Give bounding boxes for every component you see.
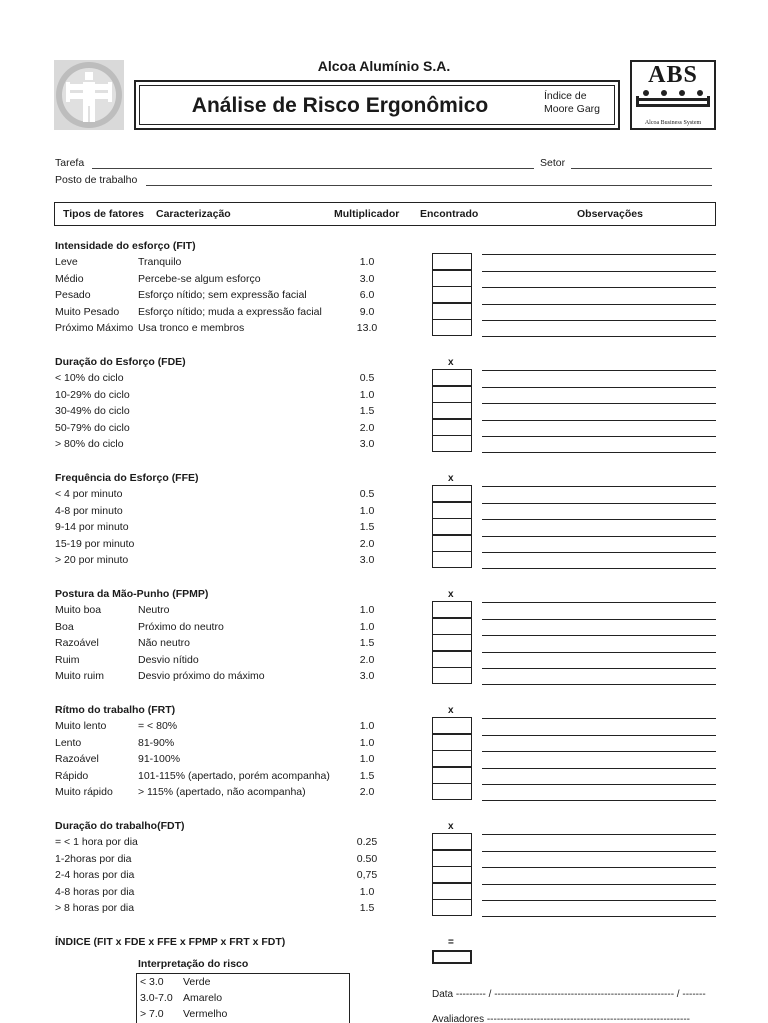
encontrado-checkbox[interactable] [432,634,472,651]
factor-level: Muito ruim [55,670,105,683]
section-title: Postura da Mão-Punho (FPMP) [55,588,209,600]
factor-multiplier: 13.0 [356,322,378,335]
observation-line[interactable] [482,387,716,388]
page-title: Análise de Risco Ergonômico [191,94,489,117]
observation-line[interactable] [482,916,716,917]
observation-line[interactable] [482,436,716,437]
posto-field[interactable] [146,176,712,186]
observation-line[interactable] [482,254,716,255]
encontrado-checkbox[interactable] [432,535,472,552]
factor-multiplier: 2.0 [359,653,375,666]
encontrado-checkbox[interactable] [432,717,472,734]
interp-range-2: 3.0-7.0 [140,992,173,1004]
observation-line[interactable] [482,735,716,736]
encontrado-checkbox[interactable] [432,883,472,900]
factor-level: 2-4 horas por dia [55,869,135,882]
observation-line[interactable] [482,900,716,901]
observation-line[interactable] [482,452,716,453]
factor-multiplier: 9.0 [359,305,375,318]
interpretation-table [136,973,350,1023]
setor-label: Setor [540,157,566,169]
title-subtitle: Índice de Moore Garg [544,90,601,115]
abs-caption: Alcoa Business System [644,120,702,126]
encontrado-checkbox[interactable] [432,303,472,320]
interp-color-2: Amarelo [183,992,223,1004]
encontrado-checkbox[interactable] [432,435,472,452]
factor-level: 9-14 por minuto [55,521,129,534]
col-multiplicador: Multiplicador [334,208,400,220]
encontrado-checkbox[interactable] [432,667,472,684]
multiply-mark: x [448,705,454,716]
data-field[interactable]: Data --------- / ------------------------------------------------------ / ------- [432,989,706,1000]
factor-multiplier: 2.0 [359,537,375,550]
col-tipos: Tipos de fatores [63,208,144,220]
posto-label: Posto de trabalho [55,174,138,186]
factor-level: > 20 por minuto [55,554,129,567]
factor-level: 10-29% do ciclo [55,388,130,401]
factor-multiplier: 3.0 [359,554,375,567]
observation-line[interactable] [482,652,716,653]
factor-multiplier: 3.0 [359,272,375,285]
encontrado-checkbox[interactable] [432,899,472,916]
company-name: Alcoa Alumínio S.A. [317,58,451,74]
encontrado-checkbox[interactable] [432,651,472,668]
factor-multiplier: 1.0 [359,256,375,268]
factor-level: Muito rápido [55,786,113,799]
factor-multiplier: 0.5 [359,488,375,500]
encontrado-checkbox[interactable] [432,485,472,502]
factor-description: > 115% (apertado, não acompanha) [138,786,306,799]
factor-multiplier: 0,75 [356,869,378,882]
factor-description: 91-100% [138,753,181,766]
factor-description: = < 80% [138,720,178,732]
factor-description: Desvio próximo do máximo [138,670,265,683]
factor-level: Pesado [55,289,91,302]
col-encontrado: Encontrado [420,208,479,220]
avaliadores-field[interactable]: Avaliadores ------------------------------------------------------------- [432,1014,690,1023]
index-equals: = [448,937,454,948]
factor-multiplier: 1.0 [359,620,375,633]
observation-line[interactable] [482,403,716,404]
encontrado-checkbox[interactable] [432,833,472,850]
section-title: Rítmo do trabalho (FRT) [55,704,176,716]
encontrado-checkbox[interactable] [432,618,472,635]
factor-description: 101-115% (apertado, porém acompanha) [138,769,330,782]
factor-level: 15-19 por minuto [55,537,135,550]
encontrado-checkbox[interactable] [432,286,472,303]
section-title: Intensidade do esforço (FIT) [55,240,196,252]
encontrado-checkbox[interactable] [432,253,472,270]
factor-level: Próximo Máximo [55,322,134,335]
observation-line[interactable] [482,304,716,305]
factor-multiplier: 1.0 [359,388,375,401]
encontrado-checkbox[interactable] [432,419,472,436]
observation-line[interactable] [482,867,716,868]
factor-description: Usa tronco e membros [138,322,245,335]
tarefa-label: Tarefa [55,157,85,169]
factor-multiplier: 1.5 [359,521,375,534]
factor-multiplier: 3.0 [359,670,375,683]
factor-description: Próximo do neutro [138,620,224,633]
factor-multiplier: 1.5 [359,637,375,650]
factor-level: Leve [55,256,78,268]
factor-multiplier: 2.0 [359,421,375,434]
interp-range-1: < 3.0 [140,976,164,988]
abs-logo: ABS Alcoa Business System [630,60,716,130]
factor-multiplier: 1.0 [359,720,375,732]
observation-line[interactable] [482,884,716,885]
observation-line[interactable] [482,784,716,785]
factor-level: Lento [55,736,82,749]
encontrado-checkbox[interactable] [432,866,472,883]
observation-line[interactable] [482,320,716,321]
encontrado-checkbox[interactable] [432,734,472,751]
tarefa-field[interactable] [92,159,534,169]
setor-field[interactable] [571,159,712,169]
index-label: ÍNDICE (FIT x FDE x FFE x FPMP x FRT x FDT) [55,936,286,948]
observation-line[interactable] [482,751,716,752]
factor-level: 4-8 horas por dia [55,885,135,898]
factor-level: Muito Pesado [55,305,120,318]
factor-description: Esforço nítido; muda a expressão facial [138,305,322,318]
observation-line[interactable] [482,851,716,852]
factor-level: Boa [55,620,74,633]
encontrado-checkbox[interactable] [432,518,472,535]
section-title: Duração do trabalho(FDT) [55,820,185,832]
multiply-mark: x [448,589,454,600]
factor-multiplier: 1.5 [359,405,375,418]
index-result-box[interactable] [432,950,472,964]
encontrado-checkbox[interactable] [432,750,472,767]
observation-line[interactable] [482,519,716,520]
observation-line[interactable] [482,834,716,835]
interp-color-3: Vermelho [183,1008,228,1020]
factor-level: 30-49% do ciclo [55,405,130,418]
factor-level: 4-8 por minuto [55,504,123,517]
section-title: Frequência do Esforço (FFE) [55,472,199,484]
observation-line[interactable] [482,635,716,636]
factor-multiplier: 3.0 [359,438,375,451]
observation-line[interactable] [482,568,716,569]
factor-multiplier: 1.0 [359,753,375,766]
interpretation-title: Interpretação do risco [138,958,249,970]
factor-description: Tranquilo [138,256,182,268]
observation-line[interactable] [482,271,716,272]
multiply-mark: x [448,821,454,832]
factor-level: < 4 por minuto [55,488,123,500]
observation-line[interactable] [482,420,716,421]
observation-line[interactable] [482,503,716,504]
col-observacoes: Observações [577,208,643,220]
encontrado-checkbox[interactable] [432,386,472,403]
interp-range-3: > 7.0 [140,1008,164,1020]
factor-level: Rápido [55,769,89,782]
factor-multiplier: 6.0 [359,289,375,302]
observation-line[interactable] [482,718,716,719]
encontrado-checkbox[interactable] [432,402,472,419]
observation-line[interactable] [482,768,716,769]
person-icon [54,60,124,130]
title-box [134,80,620,130]
observation-line[interactable] [482,668,716,669]
factor-level: Razoável [55,753,99,766]
encontrado-checkbox[interactable] [432,783,472,800]
encontrado-checkbox[interactable] [432,319,472,336]
factor-multiplier: 1.0 [359,885,375,898]
factor-multiplier: 1.0 [359,736,375,749]
factor-level: Médio [55,272,84,285]
encontrado-checkbox[interactable] [432,850,472,867]
factor-multiplier: 1.0 [359,604,375,616]
factor-level: = < 1 hora por dia [55,836,138,848]
factor-multiplier: 0.50 [356,852,378,865]
factor-level: 1-2horas por dia [55,852,132,865]
interp-color-1: Verde [183,976,211,988]
team-icon [632,88,714,108]
factor-description: Desvio nítido [138,653,199,666]
observation-line[interactable] [482,552,716,553]
factor-multiplier: 0.25 [356,836,378,848]
observation-line[interactable] [482,800,716,801]
encontrado-checkbox[interactable] [432,502,472,519]
factor-multiplier: 1.5 [359,769,375,782]
factor-multiplier: 1.0 [359,504,375,517]
factor-description: Não neutro [138,637,190,650]
observation-line[interactable] [482,370,716,371]
factor-multiplier: 1.5 [359,902,375,915]
encontrado-checkbox[interactable] [432,551,472,568]
factor-description: Percebe-se algum esforço [138,272,261,285]
observation-line[interactable] [482,536,716,537]
factor-level: Ruim [55,653,80,666]
factor-level: > 8 horas por dia [55,902,135,915]
encontrado-checkbox[interactable] [432,767,472,784]
multiply-mark: x [448,473,454,484]
encontrado-checkbox[interactable] [432,601,472,618]
multiply-mark: x [448,357,454,368]
observation-line[interactable] [482,287,716,288]
factor-description: 81-90% [138,736,175,749]
factor-level: Razoável [55,637,99,650]
encontrado-checkbox[interactable] [432,270,472,287]
factor-level: Muito boa [55,604,102,616]
factor-level: > 80% do ciclo [55,438,124,451]
factor-level: < 10% do ciclo [55,372,124,384]
ergonomics-logo [54,60,124,130]
encontrado-checkbox[interactable] [432,369,472,386]
observation-line[interactable] [482,619,716,620]
factor-multiplier: 2.0 [359,786,375,799]
factor-level: Muito lento [55,720,107,732]
factor-description: Neutro [138,604,170,616]
col-caracterizacao: Caracterização [156,208,231,220]
observation-line[interactable] [482,602,716,603]
section-title: Duração do Esforço (FDE) [55,356,186,368]
factor-multiplier: 0.5 [359,372,375,384]
factor-level: 50-79% do ciclo [55,421,130,434]
observation-line[interactable] [482,336,716,337]
factor-description: Esforço nítido; sem expressão facial [138,289,307,302]
observation-line[interactable] [482,684,716,685]
observation-line[interactable] [482,486,716,487]
